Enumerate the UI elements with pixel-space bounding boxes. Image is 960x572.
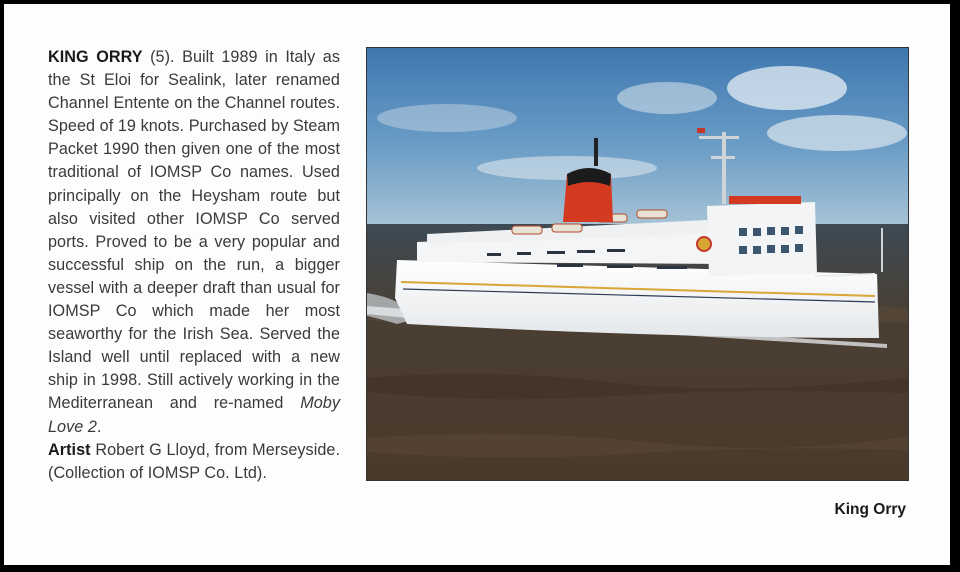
photo-caption: King Orry bbox=[834, 501, 906, 518]
description-text bbox=[48, 46, 340, 485]
history-text: (5). Built 1989 in Italy as the St Eloi for Sealink, later renamed Channel Entente on the Channel routes. Speed of 19 knots. Purchased by Steam Packet 1990 then given one of the most traditional of IOMSP Co names. Used principally on the Heysham route but also visited other IOMSP Co served ports. Proved to be a very popular and successful ship on the run, a bigger vessel with a deeper draft than usual for IOMSP Co which made her most seaworthy for the Irish Sea. Served the Island well until replaced with a new ship in 1998. Still actively working in the Mediterranean and re-named bbox=[48, 48, 340, 413]
new-ship-name: Moby Love 2 bbox=[48, 394, 340, 436]
artist-label: Artist bbox=[48, 440, 91, 459]
artist-credit: Robert G Lloyd, from Merseyside. (Collection of IOMSP Co. Ltd). bbox=[48, 440, 340, 482]
ship-name: KING ORRY bbox=[48, 48, 143, 66]
page bbox=[4, 4, 950, 565]
history-text-end: . bbox=[96, 417, 102, 436]
ferry-photo bbox=[366, 47, 909, 481]
